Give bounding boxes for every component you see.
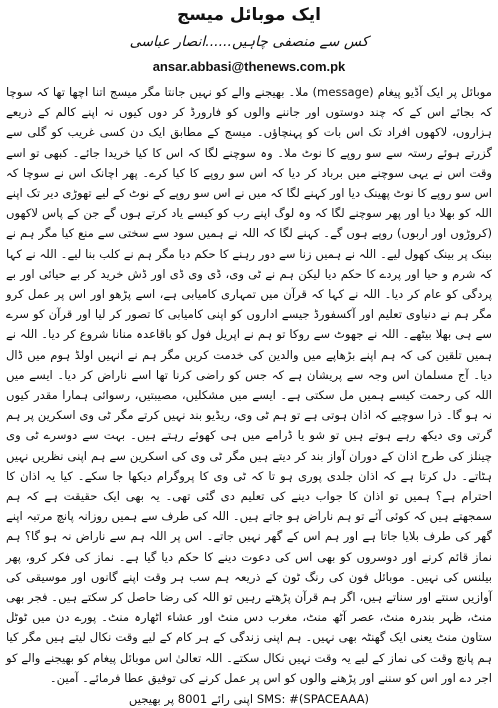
article-body bbox=[6, 82, 492, 688]
article-byline: کس سے منصفی چاہیں......انصار عباسی bbox=[129, 34, 369, 50]
article-paragraph: موبائل پر ایک آڈیو پیغام (message) ملا۔ بھیجنے والے کو نہیں جانتا مگر میسج اتنا اچھا تھا کہ سوچا کہ بجائے اس کے کہ چند دوستوں اور جاننے والوں کو فارورڈ کر دوں کیوں نہ اپنے کالم کے ذریعے ہزاروں، لاکھوں افراد تک اس بات کو پہنچاؤں۔ میسج کے مطابق ایک دن کسی غریب کو گلی سے گزرتے ہوئے رستہ سے سو روپے کا نوٹ ملا۔ وہ سوچنے لگا کہ اس کا کیا خریدا جائے۔ کبھی تو اسے وقت اس نے یہی سوچنے میں برباد کر دیا کہ اس سو روپے کا کیا کرے۔ پھر اچانک اس نے سوچا کہ اس سو روپے کا نوٹ پھینک دیا اور کہنے لگا کہ میں نے اس سو روپے کے نوٹ کے لیے تھوڑی دیر تک اپنے اللہ کو بھلا دیا اور پھر سوچنے لگا کہ وہ لوگ اپنے رب کو کیسے یاد کرتے ہوں گے جن کے پاس لاکھوں (کروڑوں اور اربوں) روپے ہوں گے۔ کہنے لگا کہ اللہ نے ہمیں سود سے سختی سے منع کیا مگر ہم نے بینک پر بینک کھول لیے۔ اللہ نے ہمیں زنا سے دور رہنے کا حکم دیا مگر ہم نے کلب بنا لیے۔ اللہ نے کہا کہ شرم و حیا اور پردے کا حکم دیا لیکن ہم نے ٹی وی، ڈی وی ڈی اور ڈش خرید کر بے حیائی اور بے پردگی کو عام کر دیا۔ اللہ نے کہا کہ قرآن میں تمہاری کامیابی ہے، اسے پڑھو اور اس پر عمل کرو مگر ہم نے دنیاوی تعلیم اور آکسفورڈ جیسے اداروں کو اپنی کامیابی کا تصور کر لیا اور قرآن کو سرے سے ہی بھلا بیٹھے۔ اللہ نے جھوٹ سے روکا تو ہم نے اپریل فول کو باقاعدہ منانا شروع کر دیا۔ اللہ نے ہمیں تلقین کی کہ ہم اپنے بڑھاپے میں والدین کی خدمت کریں مگر ہم نے انہیں اولڈ ہوم میں ڈال دیا۔ آج مسلمان اس وجہ سے پریشان ہے کہ جس کو راضی کرنا تھا اسے ناراض کر دیا۔ ایسے میں اللہ کی رحمت کیسے ہمیں مل سکتی ہے۔ ایسے میں مشکلیں، مصیبتیں، رسوائی ہمارا مقدر کیوں نہ ہو گا۔ ذرا سوچیے کہ اذان ہوتی ہے تو ہم ٹی وی، ریڈیو بند نہیں کرتے مگر ٹی وی اسکرین پر ہم گرتی وی دیکھ رہے ہوتے ہیں تو شو یا ڈرامے میں ہی کھوئے رہتے ہیں۔ بہت سے دوسرے ٹی وی چینلز کی طرح اذان کے دوران آواز بند کر دیتے ہیں مگر ٹی وی کی اسکرین سے ہم اپنی نظریں نہیں ہٹاتے۔ دل کرتا ہے کہ اذان جلدی پوری ہو تا کہ ٹی وی کا پروگرام دیکھا جا سکے۔ کیا یہ اذان کا احترام ہے؟ ہمیں تو اذان کا جواب دینے کی تعلیم دی گئی تھی۔ یہ بھی ایک حقیقت ہے کہ ہم سمجھتے ہیں کہ کوئی آئے تو ہم ناراض ہو جاتے ہیں۔ اللہ کی طرف سے ہمیں روزانہ پانچ مرتبہ اپنے گھر کی طرف بلایا جاتا ہے اور ہم اس کے گھر نہیں جاتے۔ اس پر اللہ ہم سے ناراض نہ ہو گا؟ ہم نماز قائم کرنے اور دوسروں کو بھی اس کی دعوت دینے کا حکم دیا گیا ہے۔ نماز کی فکر کرو، پھر بیلنس کی نہیں۔ موبائل فون کی رنگ ٹون کے ذریعہ ہم سب ہر وقت اپنے گانوں اور موسیقی کی آوازیں سنتے اور سناتے ہیں، اگر ہم قرآن پڑھتے رہیں تو اللہ کی رضا حاصل کر سکتے ہیں۔ فجر بھی منٹ، ظہر بندرہ منٹ، عصر آٹھ منٹ، مغرب دس منٹ اور عشاء اٹھارہ منٹ۔ پورے دن میں ٹوٹل ستاون منٹ یعنی ایک گھنٹہ بھی نہیں۔ ہم اپنی زندگی کے ہر کام کے لیے وقت نکال لیتے ہیں مگر کیا ہم پانچ وقت کی نماز کے لیے یہ وقت نہیں نکال سکتے۔ اللہ تعالیٰ اس موبائل پیغام کو بھیجنے والے کو اجر دے اور اس کو سننے اور پڑھنے والوں کو اس پر عمل کرنے کی توفیق عطا فرمائے۔ آمین۔ bbox=[6, 85, 492, 685]
author-email: ansar.abbasi@thenews.com.pk bbox=[152, 59, 346, 74]
sms-footer: SMS: #(SPACEAAA) اپنی رائے 8001 پر بھیجیں bbox=[128, 692, 370, 707]
article-title: ایک موبائل میسج bbox=[177, 5, 321, 25]
